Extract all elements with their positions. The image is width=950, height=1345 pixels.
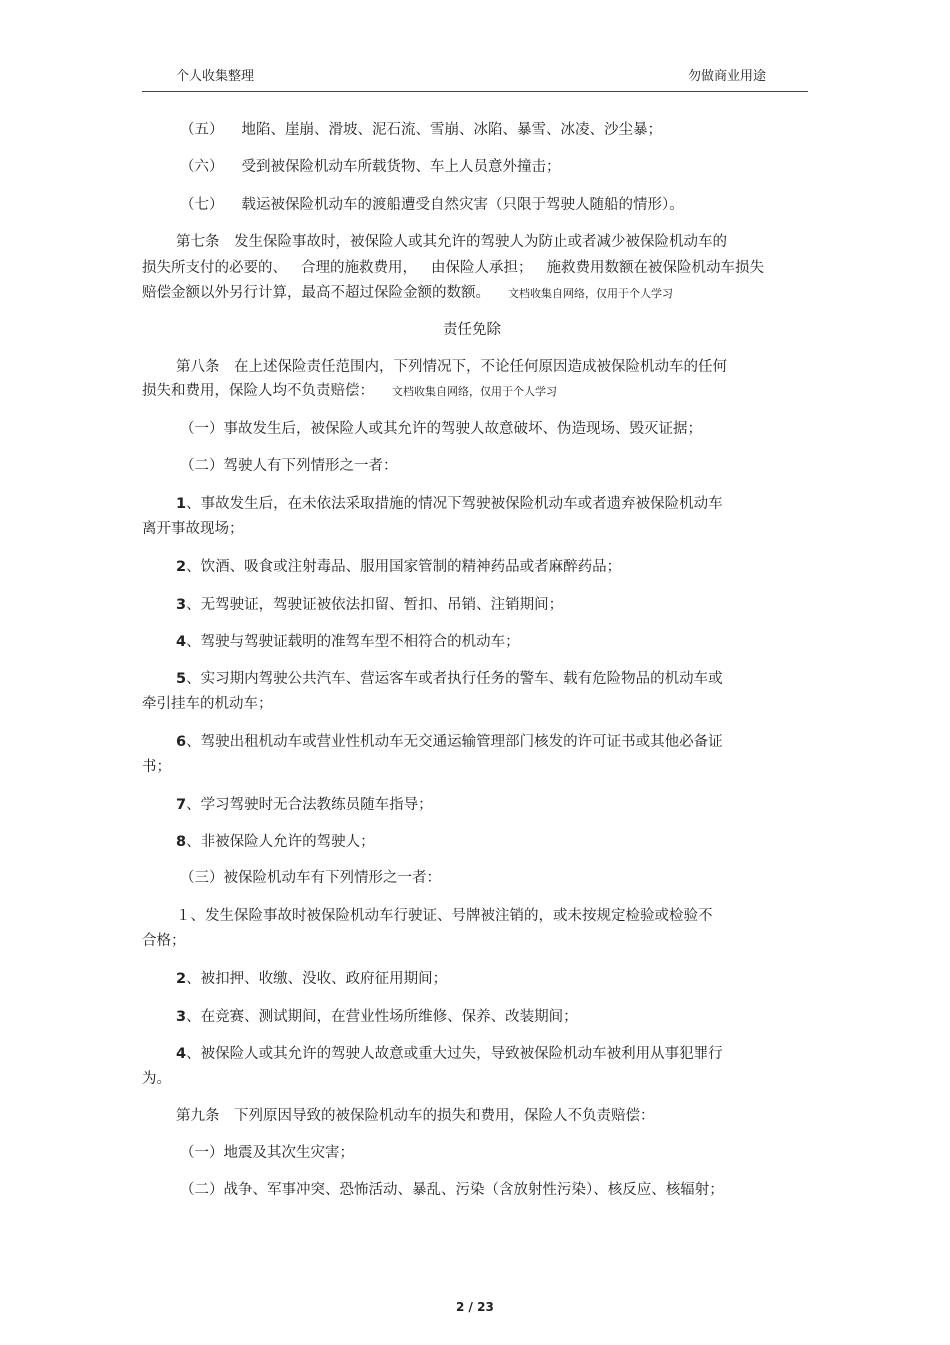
- text-segment: 赔偿金额以外另行计算，最高不超过保险金额的数额。: [142, 285, 490, 301]
- sub-item: [176, 796, 433, 814]
- sub-item: [176, 670, 723, 688]
- item-1: （一）地震及其次生灾害；: [180, 1145, 354, 1161]
- clause-line: [180, 121, 662, 139]
- header-right-text: 勿做商业用途: [688, 69, 767, 84]
- sub-item: [176, 633, 520, 651]
- sub-item: [176, 596, 563, 614]
- sub-item-text: 、无驾驶证，驾驶证被依法扣留、暂扣、吊销、注销期间；: [186, 597, 564, 613]
- sub-item-number: 4: [176, 634, 187, 650]
- clause-text: 地陷、崖崩、滑坡、泥石流、雪崩、冰陷、暴雪、冰凌、沙尘暴；: [241, 122, 662, 138]
- sub-item-text: 、驾驶与驾驶证载明的准驾车型不相符合的机动车；: [186, 634, 520, 650]
- text-segment: 施救费用数额在被保险机动车损失: [546, 260, 764, 276]
- sub-item-text: 、被扣押、收缴、没收、政府征用期间；: [186, 971, 448, 987]
- sub-item: [176, 1045, 723, 1063]
- clause-index: （七）: [180, 197, 224, 213]
- text-segment: 损失所支付的必要的、: [142, 260, 287, 276]
- sub-item-text: 、非被保险人允许的驾驶人；: [186, 834, 375, 850]
- sub-item-number: 2: [176, 971, 187, 987]
- clause-text: 受到被保险机动车所载货物、车上人员意外撞击；: [241, 159, 561, 175]
- sub-item-number: 3: [176, 1009, 187, 1025]
- sub-item-number: 7: [176, 797, 187, 813]
- sub-item: [176, 558, 621, 576]
- sub-item-text: 、学习驾驶时无合法教练员随车指导；: [186, 797, 433, 813]
- sub-item-continuation: 合格；: [142, 933, 186, 949]
- sub-item-continuation: 牵引挂车的机动车；: [142, 696, 273, 712]
- article-9-line-1: 第九条 下列原因导致的被保险机动车的损失和费用，保险人不负责赔偿：: [176, 1108, 655, 1124]
- sub-item-text: 、饮酒、吸食或注射毒品、服用国家管制的精神药品或者麻醉药品；: [186, 559, 622, 575]
- sub-item-number: 4: [176, 1046, 187, 1062]
- clause-line: [180, 196, 684, 214]
- sub-item-continuation: 离开事故现场；: [142, 521, 244, 537]
- item-1: （一）事故发生后，被保险人或其允许的驾驶人故意破坏、伪造现场、毁灭证据；: [180, 421, 702, 437]
- clause-line: [180, 158, 561, 176]
- sub-item-text: 、事故发生后，在未依法采取措施的情况下驾驶被保险机动车或者遗弃被保险机动车: [186, 496, 723, 512]
- sub-item: [176, 1008, 578, 1026]
- sub-item-continuation: 为。: [142, 1071, 171, 1087]
- sub-item-number: 1: [176, 496, 187, 512]
- clause-text: 载运被保险机动车的渡船遭受自然灾害（只限于驾驶人随船的情形）。: [241, 197, 684, 213]
- item-3: （三）被保险机动车有下列情形之一者：: [180, 870, 441, 886]
- sub-item-number: 8: [176, 834, 187, 850]
- source-note: 文档收集自网络，仅用于个人学习: [508, 287, 673, 300]
- sub-item-number: 3: [176, 597, 187, 613]
- sub-item: １、发生保险事故时被保险机动车行驶证、号牌被注销的，或未按规定检验或检验不: [176, 908, 713, 924]
- article-8-line-1: 第八条 在上述保险责任范围内，下列情况下，不论任何原因造成被保险机动车的任何: [176, 359, 727, 375]
- sub-item: [176, 970, 447, 988]
- sub-item-number: 6: [176, 734, 187, 750]
- article-7-line-3: [142, 284, 673, 303]
- sub-item-text: 、被保险人或其允许的驾驶人故意或重大过失，导致被保险机动车被利用从事犯罪行: [186, 1046, 723, 1062]
- sub-item-text: 、在竞赛、测试期间，在营业性场所维修、保养、改装期间；: [186, 1009, 578, 1025]
- article-8-line-2: [142, 382, 557, 401]
- header-rule: [142, 91, 808, 92]
- item-2: （二）驾驶人有下列情形之一者：: [180, 458, 398, 474]
- text-segment: 由保险人承担；: [431, 260, 533, 276]
- sub-item-number: 2: [176, 559, 187, 575]
- source-note: 文档收集自网络，仅用于个人学习: [392, 385, 557, 398]
- article-7-line-2: [142, 259, 764, 277]
- text-segment: 合理的施救费用，: [301, 260, 417, 276]
- sub-item-number: 5: [176, 671, 187, 687]
- sub-item: [176, 495, 723, 513]
- clause-index: （六）: [180, 159, 224, 175]
- text-segment: 损失和费用，保险人均不负责赔偿：: [142, 383, 374, 399]
- section-title: 责任免除: [443, 322, 501, 338]
- article-7-line-1: 第七条 发生保险事故时，被保险人或其允许的驾驶人为防止或者减少被保险机动车的: [176, 234, 727, 250]
- sub-item: [176, 833, 375, 851]
- item-2: （二）战争、军事冲突、恐怖活动、暴乱、污染（含放射性污染）、核反应、核辐射；: [180, 1182, 724, 1198]
- clause-index: （五）: [180, 122, 224, 138]
- sub-item: [176, 733, 723, 751]
- header-left-text: 个人收集整理: [176, 69, 255, 84]
- sub-item-text: 、驾驶出租机动车或营业性机动车无交通运输管理部门核发的许可证书或其他必备证: [186, 734, 723, 750]
- page-number: 2 / 23: [456, 1300, 494, 1314]
- sub-item-text: 、实习期内驾驶公共汽车、营运客车或者执行任务的警车、载有危险物品的机动车或: [186, 671, 723, 687]
- sub-item-continuation: 书；: [142, 759, 171, 775]
